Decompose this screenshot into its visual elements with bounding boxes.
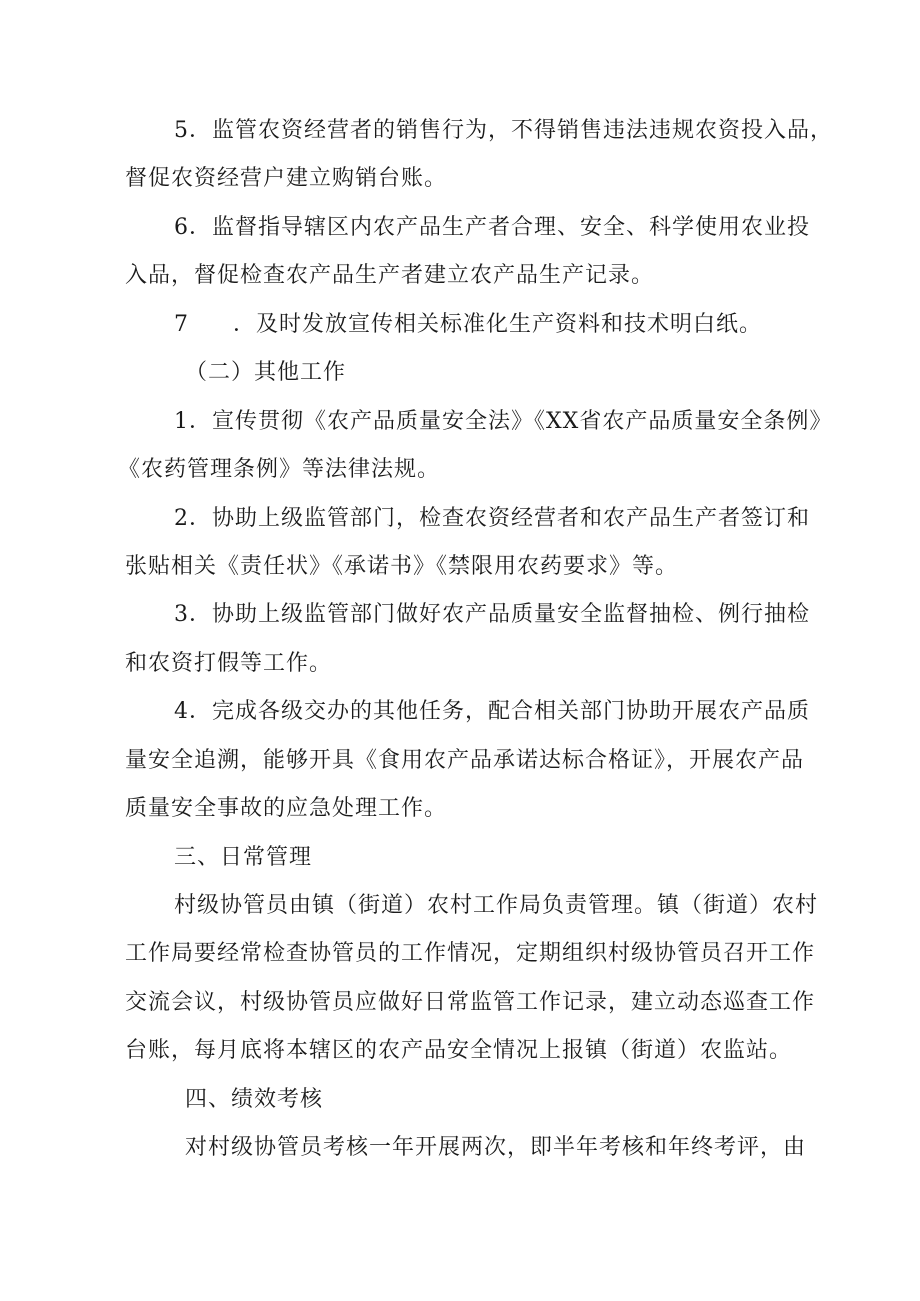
section-heading-performance-review: 四、绩效考核 [185,1087,324,1112]
other-item-1-line-1: 1．宣传贯彻《农产品质量安全法》《XX省农产品质量安全条例》 [174,409,833,434]
daily-management-line-3: 交流会议，村级协管员应做好日常监管工作记录，建立动态巡查工作 [125,990,816,1015]
daily-management-line-4: 台账，每月底将本辖区的农产品安全情况上报镇（街道）农监站。 [125,1038,793,1063]
paragraph-5-line-2: 督促农资经营户建立购销台账。 [125,166,448,191]
performance-review-line-1: 对村级协管员考核一年开展两次，即半年考核和年终考评，由 [185,1135,807,1160]
other-item-3-line-1: 3．协助上级监管部门做好农产品质量安全监督抽检、例行抽检 [174,602,810,627]
other-item-1-line-2: 《农药管理条例》等法律法规。 [118,457,441,482]
daily-management-line-2: 工作局要经常检查协管员的工作情况，定期组织村级协管员召开工作 [125,941,816,966]
other-item-3-line-2: 和农资打假等工作。 [125,651,333,676]
paragraph-6-line-2: 入品，督促检查农产品生产者建立农产品生产记录。 [125,263,655,288]
paragraph-6-line-1: 6．监督指导辖区内农产品生产者合理、安全、科学使用农业投 [174,215,810,240]
paragraph-7-text: ．及时发放宣传相关标准化生产资料和技术明白纸。 [233,312,763,337]
daily-management-line-1: 村级协管员由镇（街道）农村工作局负责管理。镇（街道）农村 [174,893,819,918]
paragraph-5-line-1: 5．监管农资经营者的销售行为，不得销售违法违规农资投入品， [174,118,833,143]
paragraph-7-number: 7 [174,312,189,337]
other-item-4-line-3: 质量安全事故的应急处理工作。 [125,796,448,821]
other-item-4-line-1: 4．完成各级交办的其他任务，配合相关部门协助开展农产品质 [174,699,810,724]
other-item-4-line-2: 量安全追溯，能够开具《食用农产品承诺达标合格证》，开展农产品 [125,748,805,773]
other-item-2-line-1: 2．协助上级监管部门，检查农资经营者和农产品生产者签订和 [174,506,810,531]
section-heading-daily-management: 三、日常管理 [174,845,313,870]
other-item-2-line-2: 张贴相关《责任状》《承诺书》《禁限用农药要求》等。 [125,554,679,579]
section-heading-other-work: （二）其他工作 [185,360,347,385]
paragraph-7 [174,310,762,340]
